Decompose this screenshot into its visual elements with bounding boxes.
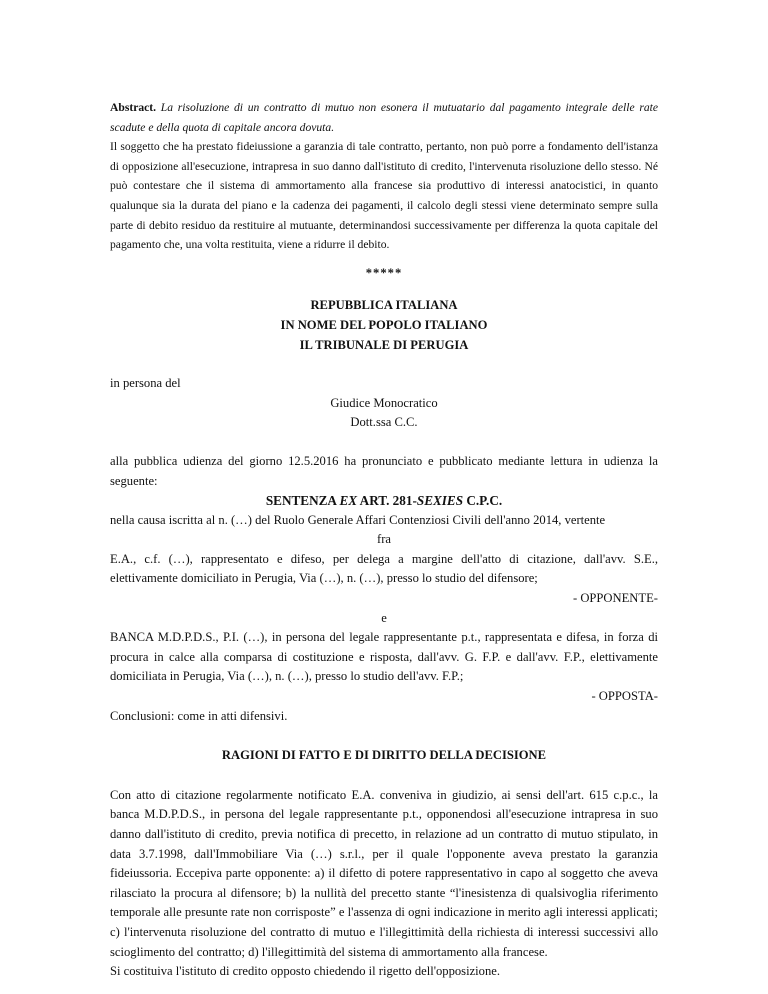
- sentenza-part-2: ART. 281-: [357, 493, 417, 509]
- court-heading: [110, 296, 658, 355]
- fra-text: fra: [377, 532, 391, 547]
- separator-stars: *****: [365, 265, 403, 280]
- sentenza-part-1: SENTENZA: [265, 493, 340, 509]
- abstract-label: Abstract.: [110, 101, 157, 114]
- sentenza-part-3: C.P.C.: [463, 493, 503, 509]
- opposta-text: BANCA M.D.P.D.S., P.I. (…), in persona del legale rappresentante p.t., rappresentata e difesa, in forza di procura in calce alla comparsa di costituzione e risposta, dall'avv. G. F.P. e dall'avv. F.P., elettivamente domiciliata in Perugia, Via (…), n. (…), presso lo studio dell'avv. F.P.;: [110, 630, 658, 684]
- e-text: e: [381, 610, 387, 625]
- abstract-paragraph: [110, 98, 658, 137]
- udienza-text: alla pubblica udienza del giorno 12.5.2016 ha pronunciato e pubblicato mediante lettura in udienza la seguente:: [110, 453, 658, 488]
- body-paragraph-1: Con atto di citazione regolarmente notificato E.A. conveniva in giudizio, ai sensi dell'art. 615 c.p.c., la banca M.D.P.D.S., in persona del legale rappresentante p.t., opponendosi all'esecuzione intrapresa in suo danno dall'istituto di credito, previa notifica di precetto, in relazione ad un contratto di mutuo stipulato, in data 3.7.1998, dall'Immobiliare Via (…) s.r.l., per il quale l'opponente aveva prestato la garanzia fideiussoria. Eccepiva parte opponente: a) il difetto di potere rappresentativo in capo al soggetto che aveva rilasciato la procura al difensore; b) la nullità del precetto stante “l'inesistenza di qualsivoglia riferimento temporale alle presunte rate non corrisposte” e l'assenza di ogni indicazione in merito agli interessi applicati; c) l'intervenuta risoluzione del contratto di mutuo e l'illegittimità della richiesta di interessi successivi allo scioglimento del contratto; d) l'illegittimità del sistema di ammortamento alla francese.: [110, 787, 658, 959]
- causa-text: nella causa iscritta al n. (…) del Ruolo Generale Affari Contenziosi Civili dell'anno 2014, vertente: [110, 512, 606, 527]
- abstract-second: Il soggetto che ha prestato fideiussione a garanzia di tale contratto, pertanto, non può porre a fondamento dell'istanza di opposizione all'esecuzione, intrapresa in suo danno dall'istituto di credito, l'intervenuta risoluzione dello stesso. Né può contestare che il sistema di ammortamento alla francese sia produttivo di interessi anatocistici, in quanto qualunque sia la durata del piano e la cadenza dei pagamenti, il calcolo degli stessi viene determinato sempre sulla parte di debito residuo da restituire al mutuante, determinandosi successivamente per differenza la quota capitale del pagamento che, una volta restituita, viene a ridurre il debito.: [110, 140, 658, 252]
- section-title: RAGIONI DI FATTO E DI DIRITTO DELLA DECISIONE: [221, 748, 547, 763]
- judge-name: Dott.ssa C.C.: [350, 415, 418, 430]
- heading-line-1: REPUBBLICA ITALIANA: [310, 298, 458, 313]
- opposta-label: - OPPOSTA-: [591, 689, 658, 704]
- document-body: [110, 98, 658, 982]
- abstract-first: La risoluzione di un contratto di mutuo non esonera il mutuatario dal pagamento integrale delle rate scadute e della quota di capitale ancora dovuta.: [110, 101, 658, 134]
- judge-title: Giudice Monocratico: [330, 395, 438, 410]
- heading-line-2: IN NOME DEL POPOLO ITALIANO: [280, 317, 488, 332]
- body-paragraph-2: Si costituiva l'istituto di credito opposto chiedendo il rigetto dell'opposizione.: [110, 964, 500, 979]
- in-persona-text: in persona del: [110, 376, 181, 391]
- sentenza-sexies: SEXIES: [416, 493, 464, 509]
- opponente-label: - OPPONENTE-: [572, 591, 658, 606]
- conclusioni-text: Conclusioni: come in atti difensivi.: [110, 708, 288, 723]
- opponente-text: E.A., c.f. (…), rappresentato e difeso, per delega a margine dell'atto di citazione, dall'avv. S.E., elettivamente domiciliato in Perugia, Via (…), n. (…), presso lo studio del difensore;: [110, 551, 658, 586]
- sentenza-ex: EX: [339, 493, 358, 509]
- heading-line-3: IL TRIBUNALE DI PERUGIA: [299, 337, 469, 352]
- sentenza-title: [110, 491, 658, 511]
